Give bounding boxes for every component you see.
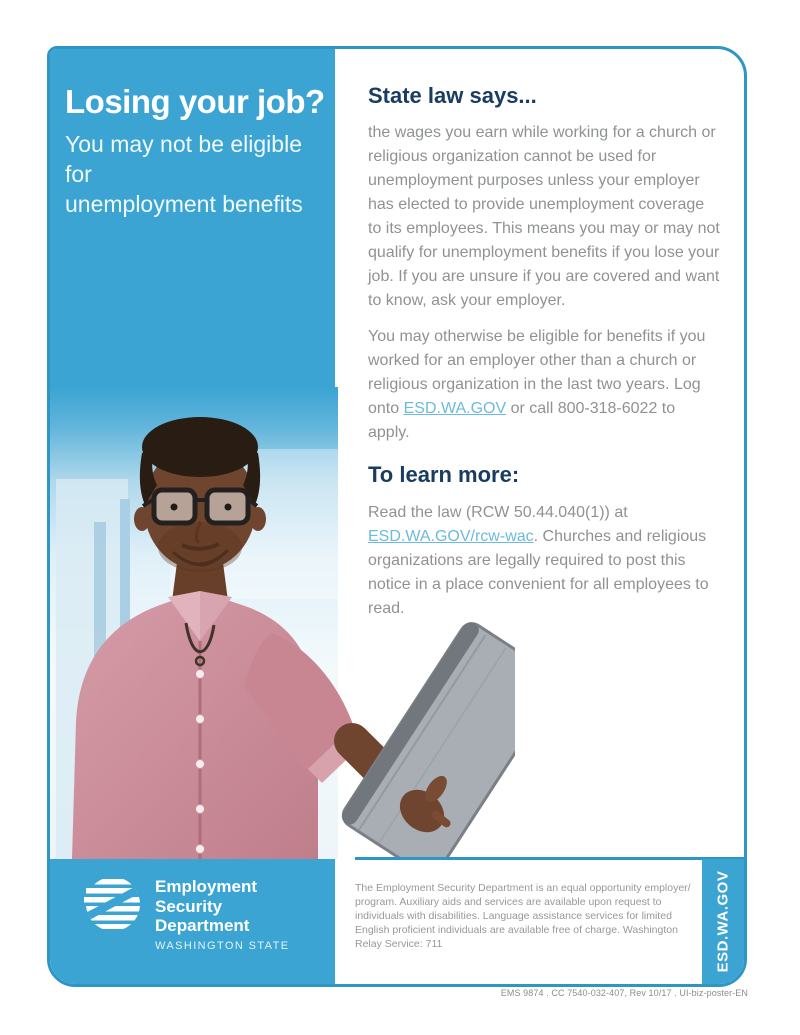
otherwise-text-after: or call 800-318-6022 to apply.	[368, 400, 676, 441]
learn-more-paragraph	[368, 501, 720, 621]
state-law-body: the wages you earn while working for a church or religious organization cannot be used for unemployment purposes unless your employer has elected to provide unemployment coverage to its employees. This means you may or may not qualify for unemployment benefits if you lose your job. If you are unsure if you are covered and want to know, ask your employer.	[368, 124, 720, 309]
otherwise-eligible-paragraph	[368, 325, 720, 445]
esd-wa-gov-link[interactable]: ESD.WA.GOV	[403, 400, 507, 417]
equal-opportunity-disclaimer: The Employment Security Department is an equal opportunity employer/ program. Auxiliary aids and services are available upon request to individuals with disabilities. Language assistance services for limited English proficient individuals are available free of charge. Washington Relay Service: 711	[355, 882, 691, 950]
poster-frame	[47, 46, 747, 987]
esd-wa-gov-vertical-tab	[702, 859, 744, 984]
poster-subheadline	[65, 129, 327, 219]
otherwise-text-before: You may otherwise be eligible for benefits if you worked for an employer other than a church or religious organization in the last two years. Log onto	[368, 328, 706, 417]
print-code: EMS 9874 . CC 7540-032-407, Rev 10/17 . UI-biz-poster-EN	[500, 988, 748, 998]
esd-globe-logo-icon	[84, 875, 142, 933]
logo-line-2: Security	[155, 896, 223, 916]
logo-line-3: Department	[155, 916, 250, 935]
logo-tagline: WASHINGTON STATE	[155, 939, 290, 952]
footer-divider	[355, 857, 744, 860]
logo-line-1: Employment	[155, 877, 258, 896]
learn-more-text-before: Read the law (RCW 50.44.040(1)) at	[368, 504, 628, 521]
learn-more-heading: To learn more:	[368, 462, 520, 487]
learn-more-text-after: . Churches and religious organizations are legally required to post this notice in a place convenient for all employees to read.	[368, 528, 709, 617]
esd-logo-block	[84, 875, 289, 952]
rcw-wac-link[interactable]: ESD.WA.GOV/rcw-wac	[368, 528, 534, 545]
subheadline-line-2: unemployment benefits	[65, 191, 303, 217]
esd-logo-text	[155, 875, 289, 952]
vertical-tab-label: ESD.WA.GOV	[714, 870, 732, 973]
poster-headline: Losing your job?	[65, 83, 325, 120]
photo-man-with-tablet	[50, 387, 515, 859]
subheadline-line-1: You may not be eligible for	[65, 131, 302, 187]
state-law-heading: State law says...	[368, 83, 537, 108]
